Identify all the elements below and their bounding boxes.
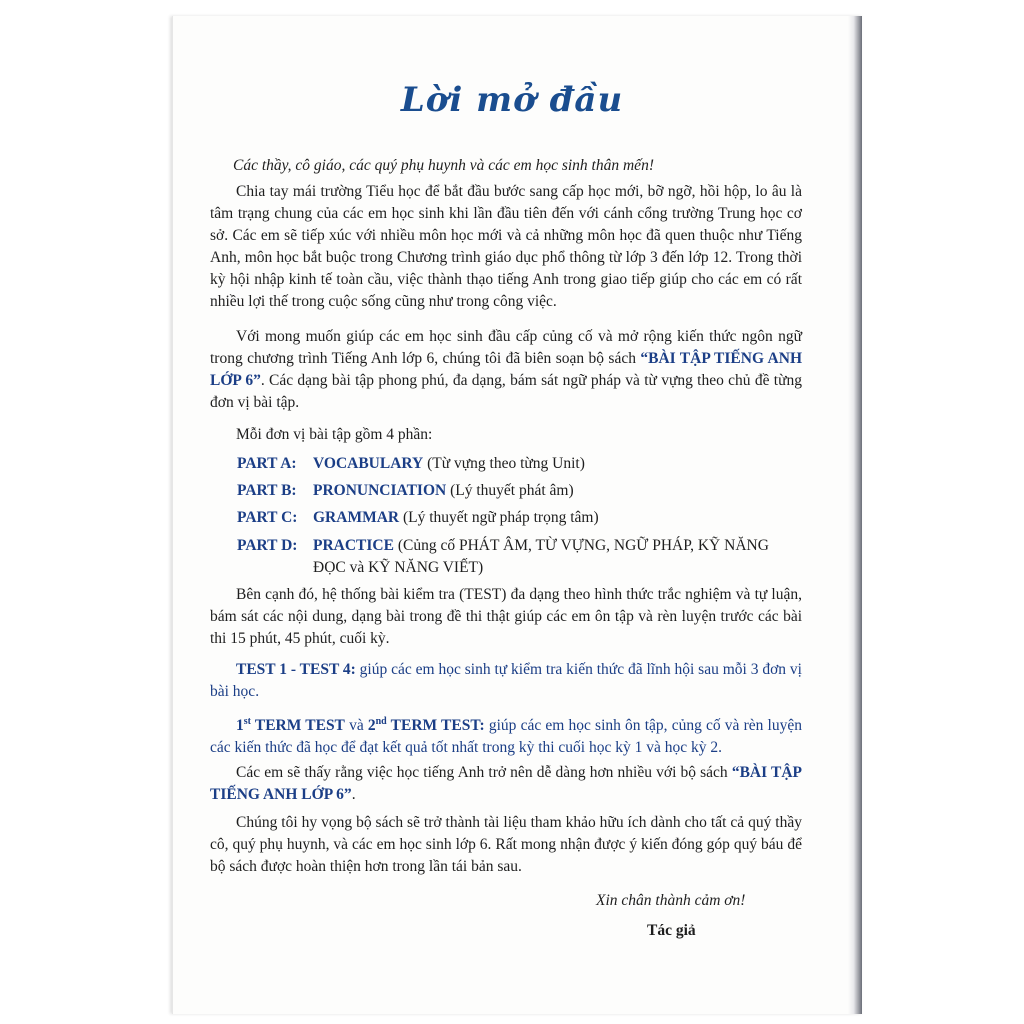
part-c-name: GRAMMAR <box>313 509 400 526</box>
part-a-desc: (Từ vựng theo từng Unit) <box>423 455 585 472</box>
test-label: TEST 1 - TEST 4: <box>236 661 356 678</box>
paragraph-term-test <box>210 711 802 759</box>
term2-label: 2nd TERM TEST: <box>367 716 485 735</box>
part-c-desc: (Lý thuyết ngữ pháp trọng tâm) <box>399 509 599 526</box>
part-d-key: PART D: <box>237 537 298 554</box>
part-d-name: PRACTICE <box>313 537 394 554</box>
conclusion-text-before: Các em sẽ thấy rằng việc học tiếng Anh trở nên dễ dàng hơn nhiều với bộ sách <box>236 764 732 781</box>
term-and: và <box>344 717 368 735</box>
paragraph-hope-text: Chúng tôi hy vọng bộ sách sẽ trở thành tài liệu tham khảo hữu ích dành cho tất cả quý thầy cô, quý phụ huynh, và các em học sinh lớp 6. Rất mong nhận được ý kiến đóng góp quý báu để bộ sách được hoàn thiện hơn trong lần tái bản sau. <box>210 814 802 875</box>
part-b-desc: (Lý thuyết phát âm) <box>446 482 574 499</box>
paragraph-intro-text: Chia tay mái trường Tiểu học để bắt đầu bước sang cấp học mới, bỡ ngỡ, hồi hộp, lo âu là tâm trạng chung của các em học sinh khi lần đầu tiên đến với cánh cổng trường Trung học cơ sở. Các em sẽ tiếp xúc với nhiều môn học mới và cả những môn học đã quen thuộc như Tiếng Anh, môn học bắt buộc trong Chương trình giáo dục phổ thông từ lớp 3 đến lớp 12. Trong thời kỳ hội nhập kinh tế toàn cầu, việc thành thạo tiếng Anh trong giao tiếp giúp cho các em có rất nhiều lợi thế trong cuộc sống cũng như trong công việc. <box>210 183 802 310</box>
term-text: giúp các em học sinh ôn tập, củng cố và rèn luyện các kiến thức đã học để đạt kết quả tốt nhất trong kỳ thi cuối học kỳ 1 và học kỳ 2. <box>210 717 802 757</box>
paragraph-test-1-4 <box>210 659 802 703</box>
part-b-key: PART B: <box>237 482 297 499</box>
page-title: Lời mở đầu <box>400 80 624 120</box>
purpose-text-after: . Các dạng bài tập phong phú, đa dạng, bám sát ngữ pháp và từ vựng theo chủ đề từng đơn vị bài tập. <box>210 372 802 411</box>
part-d-desc-2: ĐỌC và KỸ NĂNG VIẾT) <box>313 559 484 576</box>
closing-line: Xin chân thành cảm ơn! <box>596 892 746 909</box>
paragraph-tests-text: Bên cạnh đó, hệ thống bài kiểm tra (TEST) đa dạng theo hình thức trắc nghiệm và tự luận, bám sát các nội dung, dạng bài trong đề thi thật giúp các em ôn tập và rèn luyện trước các bài thi 15 phút, 45 phút, cuối kỳ. <box>210 586 802 647</box>
part-d-desc: (Củng cố PHÁT ÂM, TỪ VỰNG, NGỮ PHÁP, KỸ NĂNG <box>393 537 769 554</box>
paragraph-purpose <box>210 326 802 414</box>
conclusion-text-after: . <box>351 786 356 803</box>
part-a-key: PART A: <box>237 455 297 472</box>
parts-intro: Mỗi đơn vị bài tập gồm 4 phần: <box>236 426 433 443</box>
book-title-2: “BÀI TẬP TIẾNG ANH LỚP 6” <box>210 764 802 803</box>
author: Tác giả <box>647 922 696 939</box>
term1-label: 1st TERM TEST <box>236 716 345 735</box>
paragraph-intro <box>210 181 802 313</box>
test-text: giúp các em học sinh tự kiểm tra kiến thức đã lĩnh hội sau mỗi 3 đơn vị bài học. <box>210 661 802 700</box>
purpose-text-before: Với mong muốn giúp các em học sinh đầu cấp củng cố và mở rộng kiến thức ngôn ngữ trong chương trình Tiếng Anh lớp 6, chúng tôi đã biên soạn bộ sách <box>210 328 802 367</box>
part-b-name: PRONUNCIATION <box>313 482 447 499</box>
paragraph-tests <box>210 584 802 650</box>
paragraph-hope <box>210 812 802 878</box>
paragraph-conclusion <box>210 762 802 806</box>
part-a-name: VOCABULARY <box>313 455 424 472</box>
part-c-key: PART C: <box>237 509 298 526</box>
greeting: Các thầy, cô giáo, các quý phụ huynh và các em học sinh thân mến! <box>233 157 654 174</box>
book-title: “BÀI TẬP TIẾNG ANH LỚP 6” <box>210 350 802 389</box>
page-edge-shadow <box>848 16 862 1014</box>
